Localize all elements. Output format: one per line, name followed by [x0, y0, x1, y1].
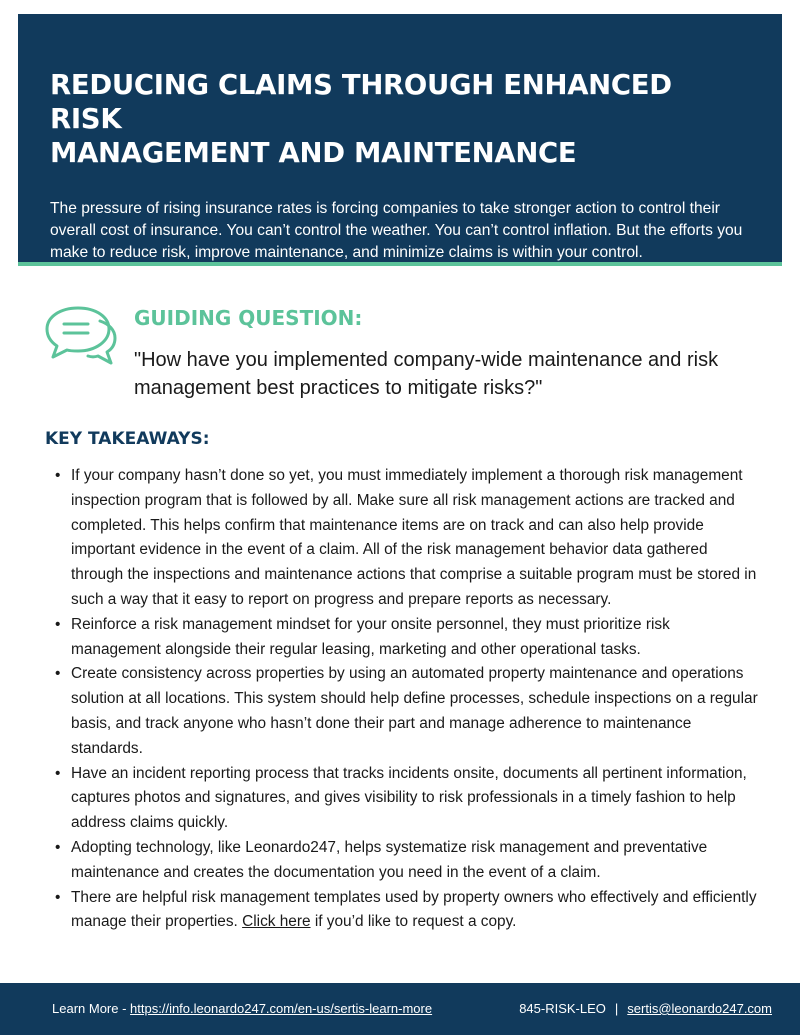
- header-banner: [18, 14, 782, 266]
- email-link[interactable]: sertis@leonardo247.com: [627, 1001, 772, 1016]
- key-takeaways-heading: KEY TAKEAWAYS:: [45, 429, 210, 449]
- takeaway-item: • Adopting technology, like Leonardo247, helps systematize risk management and preventative maintenance and creates the documentation you need in the event of a claim.: [52, 836, 762, 886]
- learn-more: [52, 1001, 432, 1016]
- footer-separator: |: [614, 1001, 619, 1016]
- takeaway-item: • Create consistency across properties by using an automated property maintenance and operations solution at all locations. This system should help define processes, schedule inspections on a regular basis, and track anyone who hasn’t done their part and manage adherence to maintenance standards.: [52, 662, 762, 761]
- footer-bar: [0, 983, 800, 1035]
- intro-paragraph: The pressure of rising insurance rates is forcing companies to take stronger action to control their overall cost of insurance. You can’t control the weather. You can’t control inflation. But the efforts you make to reduce risk, improve maintenance, and minimize claims is within your control.: [50, 200, 743, 261]
- learn-more-link[interactable]: https://info.leonardo247.com/en-us/sertis-learn-more: [130, 1001, 433, 1016]
- guiding-question-label: GUIDING QUESTION:: [134, 306, 363, 330]
- page-title-line-1: REDUCING CLAIMS THROUGH ENHANCED RISK: [50, 69, 672, 135]
- key-takeaways-list: [52, 464, 762, 935]
- takeaway-text: There are helpful risk management templates used by property owners who effectively and efficiently manage their properties.: [71, 888, 757, 931]
- chat-bubbles-icon: [44, 305, 118, 365]
- phone-number: 845-RISK-LEO: [519, 1001, 606, 1016]
- contact-info: [519, 1001, 772, 1016]
- guiding-question-section: [44, 305, 744, 405]
- takeaway-item: • If your company hasn’t done so yet, you must immediately implement a thorough risk management inspection program that is followed by all. Make sure all risk management actions are tracked and completed. This helps confirm that maintenance items are on track and can also help provide important evidence in the event of a claim. All of the risk management behavior data gathered through the inspections and maintenance actions that comprise a suitable program must be stored in such a way that it easy to report on progress and prepare reports as necessary.: [52, 464, 762, 613]
- click-here-link[interactable]: Click here: [242, 913, 311, 931]
- guiding-question-text: "How have you implemented company-wide maintenance and risk management best practices to mitigate risks?": [134, 349, 719, 399]
- takeaway-item-request-copy: [52, 886, 762, 936]
- page-title-line-2: MANAGEMENT AND MAINTENANCE: [50, 137, 577, 169]
- page-title: [50, 68, 750, 170]
- learn-more-label: Learn More -: [52, 1001, 131, 1016]
- takeaway-item: • Reinforce a risk management mindset for your onsite personnel, they must prioritize risk management alongside their regular leasing, marketing and other operational tasks.: [52, 613, 762, 663]
- takeaway-text: if you’d like to request a copy.: [310, 913, 517, 931]
- takeaway-item: • Have an incident reporting process that tracks incidents onsite, documents all pertinent information, captures photos and signatures, and gives visibility to risk professionals in a timely fashion to help address claims quickly.: [52, 762, 762, 836]
